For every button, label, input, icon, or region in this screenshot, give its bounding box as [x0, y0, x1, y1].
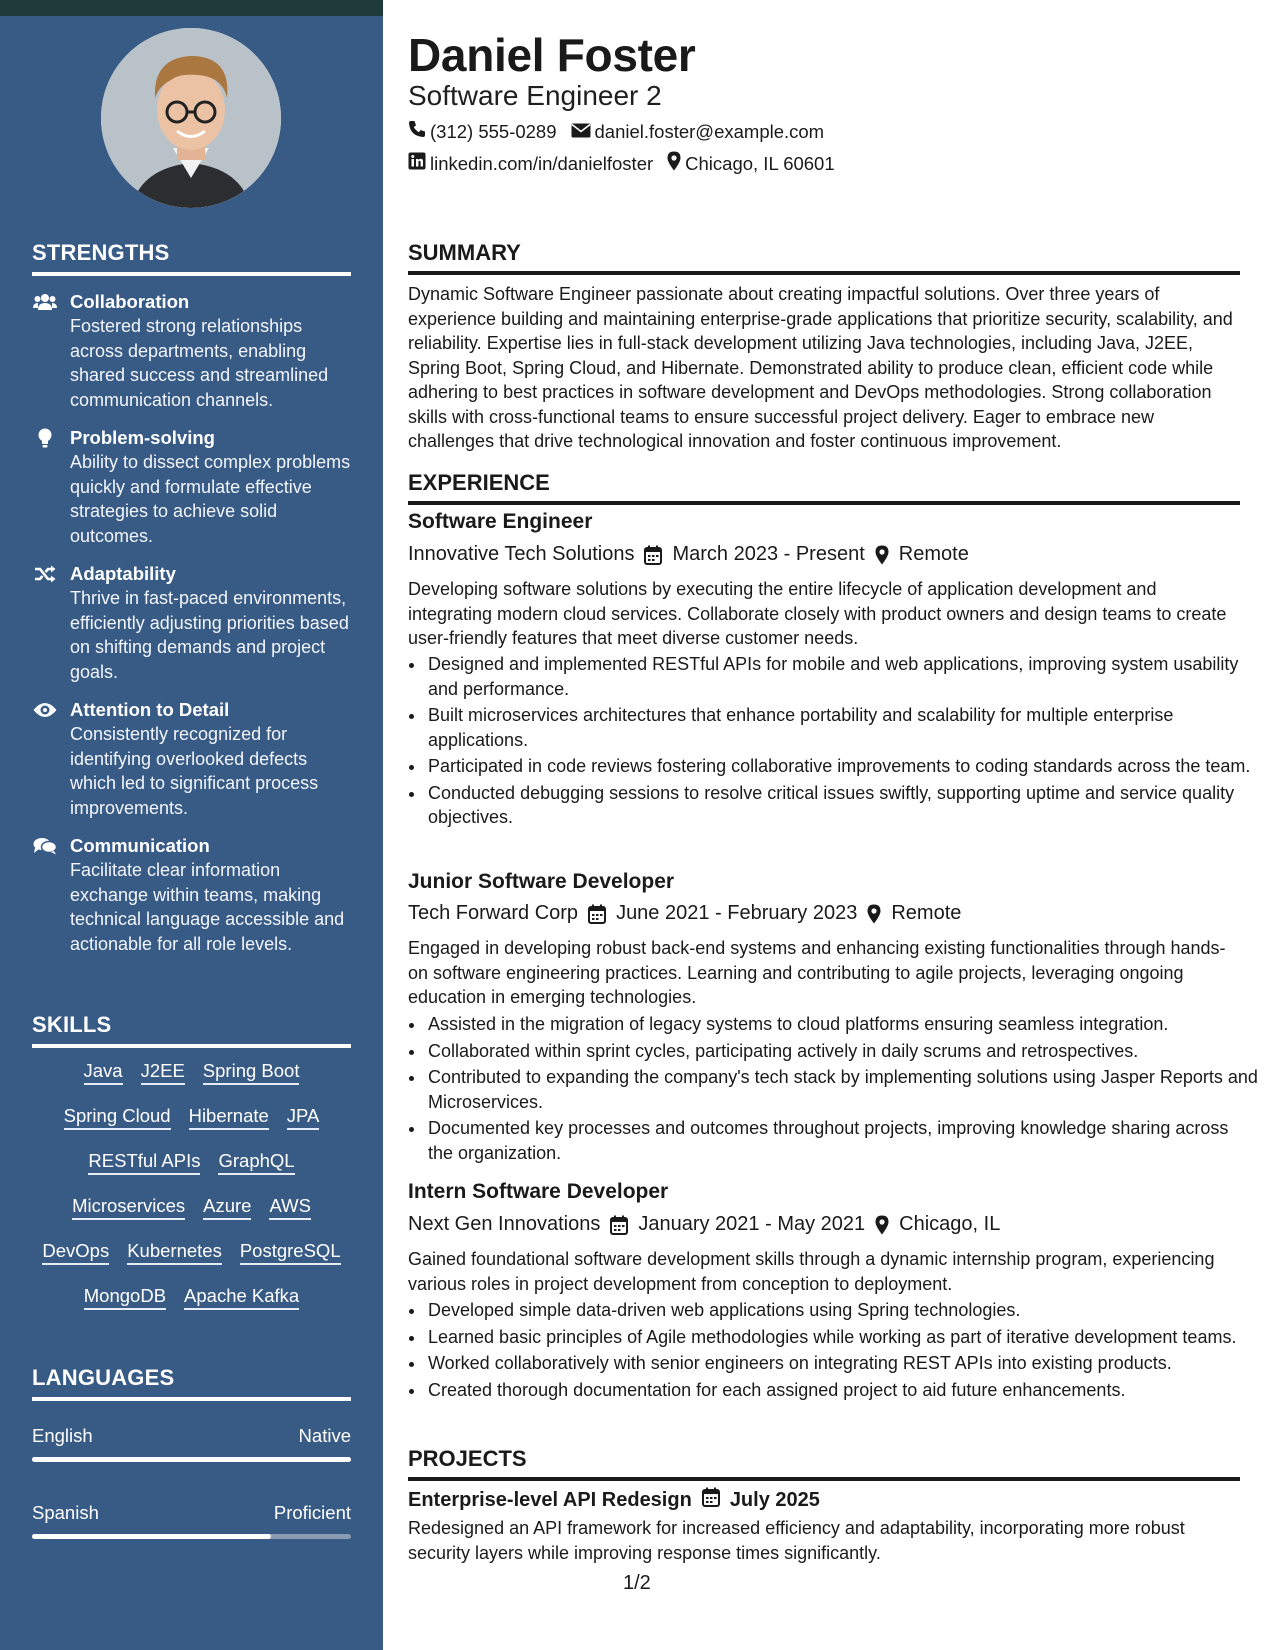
calendar-icon	[610, 1215, 628, 1235]
job-bullets	[408, 1012, 1258, 1167]
job-bullets	[408, 652, 1258, 832]
skill-tag: DevOps	[42, 1240, 109, 1265]
strength-description: Facilitate clear information exchange within teams, making technical language accessible and actionable for all role levels.	[70, 860, 345, 954]
comments-icon	[32, 835, 58, 857]
strength-item	[32, 426, 351, 548]
strength-item	[32, 290, 351, 412]
map-pin-icon	[875, 545, 889, 565]
map-pin-icon	[875, 1215, 889, 1235]
job-bullet: • Learned basic principles of Agile methodologies while working as part of iterative development teams.	[426, 1325, 1258, 1350]
job-title: Intern Software Developer	[408, 1180, 669, 1203]
linkedin-url: linkedin.com/in/danielfoster	[430, 152, 654, 174]
job-title: Software Engineer	[408, 510, 593, 533]
strength-title: Problem-solving	[70, 427, 215, 448]
skill-tag: Hibernate	[189, 1105, 269, 1130]
skill-row	[32, 1285, 351, 1330]
skills-section	[32, 1012, 351, 1330]
job-title: Junior Software Developer	[408, 870, 675, 893]
email-address: daniel.foster@example.com	[594, 120, 825, 142]
job-bullets	[408, 1298, 1258, 1404]
strength-title: Communication	[70, 835, 210, 856]
candidate-role: Software Engineer 2	[408, 80, 662, 111]
job-description: Gained foundational software development skills through a dynamic internship program, experiencing various roles in project development from conception to deployment.	[408, 1249, 1215, 1294]
language-name: English	[32, 1425, 93, 1446]
contact-row	[408, 151, 835, 176]
profile-photo	[101, 28, 281, 208]
projects-heading: PROJECTS	[408, 1446, 1240, 1481]
project-date: July 2025	[729, 1488, 820, 1511]
strengths-heading: STRENGTHS	[32, 240, 351, 276]
skill-tag: Spring Cloud	[64, 1105, 171, 1130]
skill-tag: JPA	[287, 1105, 320, 1130]
strength-title: Adaptability	[70, 563, 176, 584]
strength-description: Consistently recognized for identifying overlooked defects which led to significant process improvements.	[70, 724, 319, 818]
job-dates: March 2023 - Present	[672, 543, 865, 565]
contact-row	[408, 120, 824, 143]
eye-icon	[32, 699, 58, 721]
strength-title: Attention to Detail	[70, 699, 230, 720]
job-location: Remote	[891, 902, 962, 924]
job-bullet: • Assisted in the migration of legacy systems to cloud platforms ensuring seamless integration.	[426, 1012, 1258, 1037]
language-item	[32, 1502, 351, 1539]
map-pin-icon	[867, 904, 881, 924]
skill-tag: AWS	[269, 1195, 310, 1220]
job-bullet: • Worked collaboratively with senior engineers on integrating REST APIs into existing products.	[426, 1351, 1258, 1376]
envelope-icon	[571, 121, 591, 143]
linkedin-icon	[408, 152, 426, 175]
skill-row	[32, 1195, 351, 1240]
language-proficiency-fill	[32, 1534, 271, 1539]
phone-icon	[408, 120, 426, 143]
job-meta	[408, 1213, 1000, 1236]
language-item	[32, 1425, 351, 1462]
job-company: Next Gen Innovations	[408, 1213, 601, 1235]
lightbulb-icon	[32, 427, 58, 449]
language-name: Spanish	[32, 1502, 99, 1523]
skill-tag: Kubernetes	[127, 1240, 222, 1265]
page-indicator: 1/2	[623, 1572, 651, 1594]
language-proficiency-bar	[32, 1534, 351, 1539]
map-pin-icon	[667, 151, 681, 176]
strength-description: Fostered strong relationships across departments, enabling shared success and streamlined communication channels.	[70, 316, 329, 410]
linkedin-contact	[408, 152, 653, 175]
phone-number: (312) 555-0289	[430, 120, 557, 142]
skill-row	[32, 1060, 351, 1105]
shuffle-icon	[32, 563, 58, 585]
languages-section	[32, 1365, 351, 1539]
job-bullet: • Designed and implemented RESTful APIs for mobile and web applications, improving system usability and performance.	[426, 652, 1258, 701]
project-description: Redesigned an API framework for increased efficiency and adaptability, incorporating more robust security layers while improving response times significantly.	[408, 1518, 1185, 1563]
job-meta	[408, 543, 969, 566]
candidate-name: Daniel Foster	[408, 29, 696, 81]
language-proficiency-bar	[32, 1457, 351, 1462]
summary-text: Dynamic Software Engineer passionate about creating impactful solutions. Over three years of experience building and maintaining enterprise-grade applications that prioritize security, scalability, and reliability. Expertise lies in full-stack development utilizing Java technologies, including Java, J2EE, Spring Boot, Spring Cloud, and Hibernate. Demonstrated ability to produce clean, efficient code while adhering to best practices in software development and DevOps methodologies. Strong collaboration skills with cross-functional teams to ensure successful project delivery. Eager to embrace new challenges that drive technological innovation and foster continuous improvement.	[408, 284, 1233, 451]
skill-tag: Microservices	[72, 1195, 185, 1220]
job-dates: January 2021 - May 2021	[638, 1213, 866, 1235]
job-description: Developing software solutions by executing the entire lifecycle of application development and integrating modern cloud services. Collaborate closely with product owners and design teams to create user-friendly features that meet diverse customer needs.	[408, 579, 1227, 648]
users-icon	[32, 291, 58, 313]
skill-tag: PostgreSQL	[240, 1240, 341, 1265]
job-bullet: • Built microservices architectures that enhance portability and scalability for multiple enterprise applications.	[426, 703, 1258, 752]
location-contact	[667, 151, 834, 176]
skill-tag: Apache Kafka	[184, 1285, 299, 1310]
skill-tag: Azure	[203, 1195, 251, 1220]
strength-title: Collaboration	[70, 291, 190, 312]
job-bullet: • Developed simple data-driven web applications using Spring technologies.	[426, 1298, 1258, 1323]
sidebar	[0, 0, 383, 1650]
language-proficiency-fill	[32, 1457, 351, 1462]
skill-tag: RESTful APIs	[88, 1150, 200, 1175]
languages-heading: LANGUAGES	[32, 1365, 351, 1401]
experience-heading: EXPERIENCE	[408, 470, 1240, 505]
calendar-icon	[644, 545, 662, 565]
job-bullet: • Conducted debugging sessions to resolve critical issues swiftly, supporting uptime and service quality objectives.	[426, 781, 1258, 830]
skill-row	[32, 1240, 351, 1285]
summary-heading: SUMMARY	[408, 240, 1240, 275]
strength-item	[32, 562, 351, 684]
strengths-section	[32, 240, 351, 956]
strength-description: Thrive in fast-paced environments, efficiently adjusting priorities based on shifting demands and project goals.	[70, 588, 349, 682]
strength-description: Ability to dissect complex problems quickly and formulate effective strategies to achieve solid outcomes.	[70, 452, 351, 546]
job-bullet: • Contributed to expanding the company's tech stack by implementing solutions using Jasper Reports and Microservices.	[426, 1065, 1258, 1114]
location-text: Chicago, IL 60601	[685, 152, 835, 174]
skills-list	[32, 1060, 351, 1330]
project-header	[408, 1487, 820, 1513]
calendar-icon	[588, 904, 606, 924]
job-bullet: • Created thorough documentation for each assigned project to aid future enhancements.	[426, 1378, 1258, 1403]
sidebar-top-band	[0, 0, 383, 16]
project-title: Enterprise-level API Redesign	[408, 1488, 692, 1511]
skill-tag: Spring Boot	[203, 1060, 300, 1085]
job-company: Tech Forward Corp	[408, 902, 579, 924]
calendar-icon	[702, 1487, 720, 1513]
skill-tag: MongoDB	[84, 1285, 166, 1310]
email-contact	[571, 121, 825, 143]
job-company: Innovative Tech Solutions	[408, 543, 635, 565]
phone-contact	[408, 120, 557, 143]
job-description: Engaged in developing robust back-end systems and enhancing existing functionalities through hands-on software engineering practices. Learning and contributing to agile projects, leveraging ongoing education in emerging technologies.	[408, 938, 1226, 1007]
language-level: Proficient	[273, 1502, 351, 1523]
job-meta	[408, 902, 961, 925]
skill-row	[32, 1150, 351, 1195]
job-bullet: • Collaborated within sprint cycles, participating actively in daily scrums and retrospectives.	[426, 1039, 1258, 1064]
language-level: Native	[298, 1425, 351, 1446]
skill-row	[32, 1105, 351, 1150]
job-location: Remote	[898, 543, 969, 565]
strength-item	[32, 698, 351, 820]
job-bullet: • Participated in code reviews fostering collaborative improvements to coding standards across the team.	[426, 754, 1258, 779]
job-dates: June 2021 - February 2023	[616, 902, 858, 924]
strength-item	[32, 834, 351, 956]
skill-tag: GraphQL	[218, 1150, 294, 1175]
job-location: Chicago, IL	[899, 1213, 1001, 1235]
skill-tag: J2EE	[141, 1060, 185, 1085]
skills-heading: SKILLS	[32, 1012, 351, 1048]
skill-tag: Java	[84, 1060, 123, 1085]
job-bullet: • Documented key processes and outcomes throughout projects, improving knowledge sharing across the organization.	[426, 1116, 1258, 1165]
